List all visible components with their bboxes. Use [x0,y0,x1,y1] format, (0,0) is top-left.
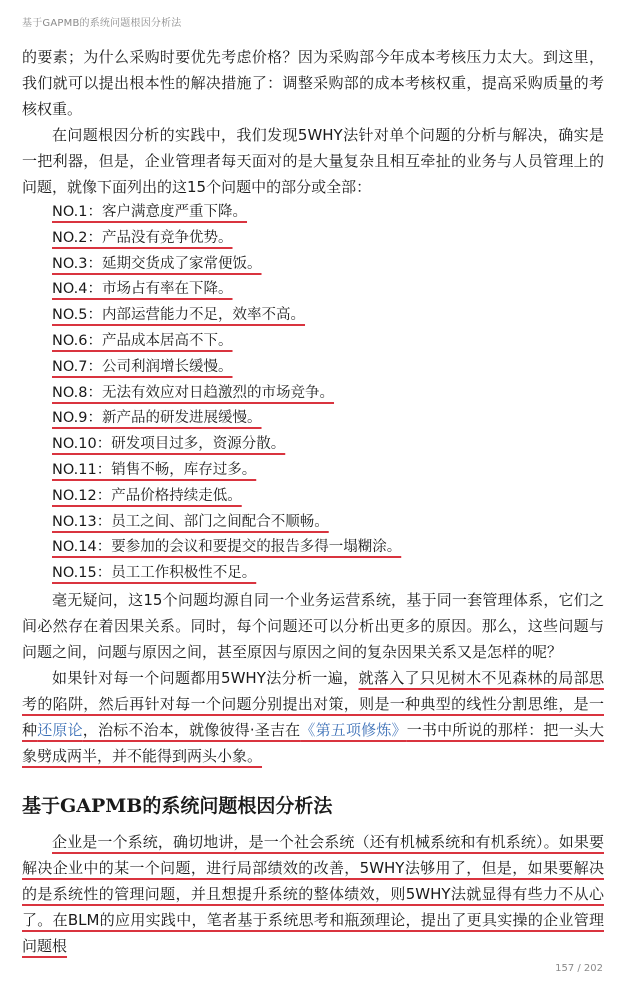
list-item[interactable] [22,484,604,510]
highlighted-text: NO.9：新产品的研发进展缓慢。 [52,410,262,427]
running-header: 基于GAPMB的系统问题根因分析法 [22,18,182,29]
list-item[interactable] [22,277,604,303]
highlighted-text: NO.15：员工工作积极性不足。 [52,565,257,582]
list-item[interactable] [22,329,604,355]
highlighted-text: NO.4：市场占有率在下降。 [52,281,233,298]
highlighted-text: NO.10：研发项目过多，资源分散。 [52,436,286,453]
highlighted-text: 企业是一个系统，确切地讲，是一个社会系统（还有机械系统和有机系统）。如果要解决企业中的某一个问题，进行局部绩效的改善，5WHY法够用了，但是，如果要解决的是系统性的管理问题，并且想提升系统的整体绩效，则5WHY法就显得有些力不从心了。在BLM的应用实践中，笔者基于系统思考和瓶颈理论，提出了更具实操的企业管理问题根 [22,832,604,955]
paragraph: 毫无疑问，这15个问题均源自同一个业务运营系统，基于同一套管理体系，它们之间必然存在着因果关系。同时，每个问题还可以分析出更多的原因。那么，这些问题与问题之间，问题与原因之间，甚至原因与原因之间的复杂因果关系又是怎样的呢？ [22,590,604,661]
highlighted-text: NO.2：产品没有竞争优势。 [52,229,233,246]
list-item[interactable] [22,535,604,561]
list-item[interactable] [22,432,604,458]
list-item[interactable] [22,303,604,329]
paragraph [22,829,604,959]
book-page-content [22,44,604,959]
text-run: 如果针对每一个问题都用5WHY法分析一遍， [52,668,359,687]
list-item[interactable] [22,200,604,226]
section-heading: 基于GAPMB的系统问题根因分析法 [22,794,333,817]
highlighted-text: NO.5：内部运营能力不足，效率不高。 [52,307,306,324]
problem-list [22,200,604,587]
list-item[interactable] [22,226,604,252]
paragraph [22,665,604,769]
highlighted-text: NO.13：员工之间、部门之间配合不顺畅。 [52,513,329,530]
highlighted-text: 就落入了只见树木不见森林的局部思考的陷阱，然后再针对每一个问题分别提出对策，则是一种典型的线性分割思维，是一种 [22,668,604,739]
highlighted-text: NO.11：销售不畅，库存过多。 [52,461,257,478]
list-item[interactable] [22,561,604,587]
list-item[interactable] [22,510,604,536]
page-indicator: 157 / 202 [555,963,603,974]
list-item[interactable] [22,406,604,432]
list-item[interactable] [22,458,604,484]
highlighted-text: NO.6：产品成本居高不下。 [52,332,233,349]
highlighted-text: NO.7：公司利润增长缓慢。 [52,358,233,375]
list-item[interactable] [22,252,604,278]
highlighted-text: ，治标不治本，就像彼得·圣吉在 [82,720,301,739]
paragraph: 的要素；为什么采购时要优先考虑价格？因为采购部今年成本考核压力太大。到这里，我们就可以提出根本性的解决措施了：调整采购部的成本考核权重，提高采购质量的考核权重。 [22,48,604,118]
paragraph: 在问题根因分析的实践中，我们发现5WHY法针对单个问题的分析与解决，确实是一把利器，但是，企业管理者每天面对的是大量复杂且相互牵扯的业务与人员管理上的问题，就像下面列出的这15个问题中的部分或全部： [22,126,604,196]
highlighted-text: NO.8：无法有效应对日趋激烈的市场竞争。 [52,384,335,401]
highlighted-text: NO.3：延期交货成了家常便饭。 [52,255,262,272]
highlighted-text: NO.14：要参加的会议和要提交的报告多得一塌糊涂。 [52,539,402,556]
highlighted-text: NO.1：客户满意度严重下降。 [52,204,248,220]
highlighted-text: NO.12：产品价格持续走低。 [52,487,242,504]
list-item[interactable] [22,381,604,407]
hyperlink-book-title[interactable]: 《第五项修炼》 [300,720,407,739]
list-item[interactable] [22,355,604,381]
highlighted-text: 一书中所说的那样：把一头大象劈成两半，并不能得到两头小象。 [22,720,604,765]
hyperlink-reductionism[interactable]: 还原论 [37,720,83,739]
